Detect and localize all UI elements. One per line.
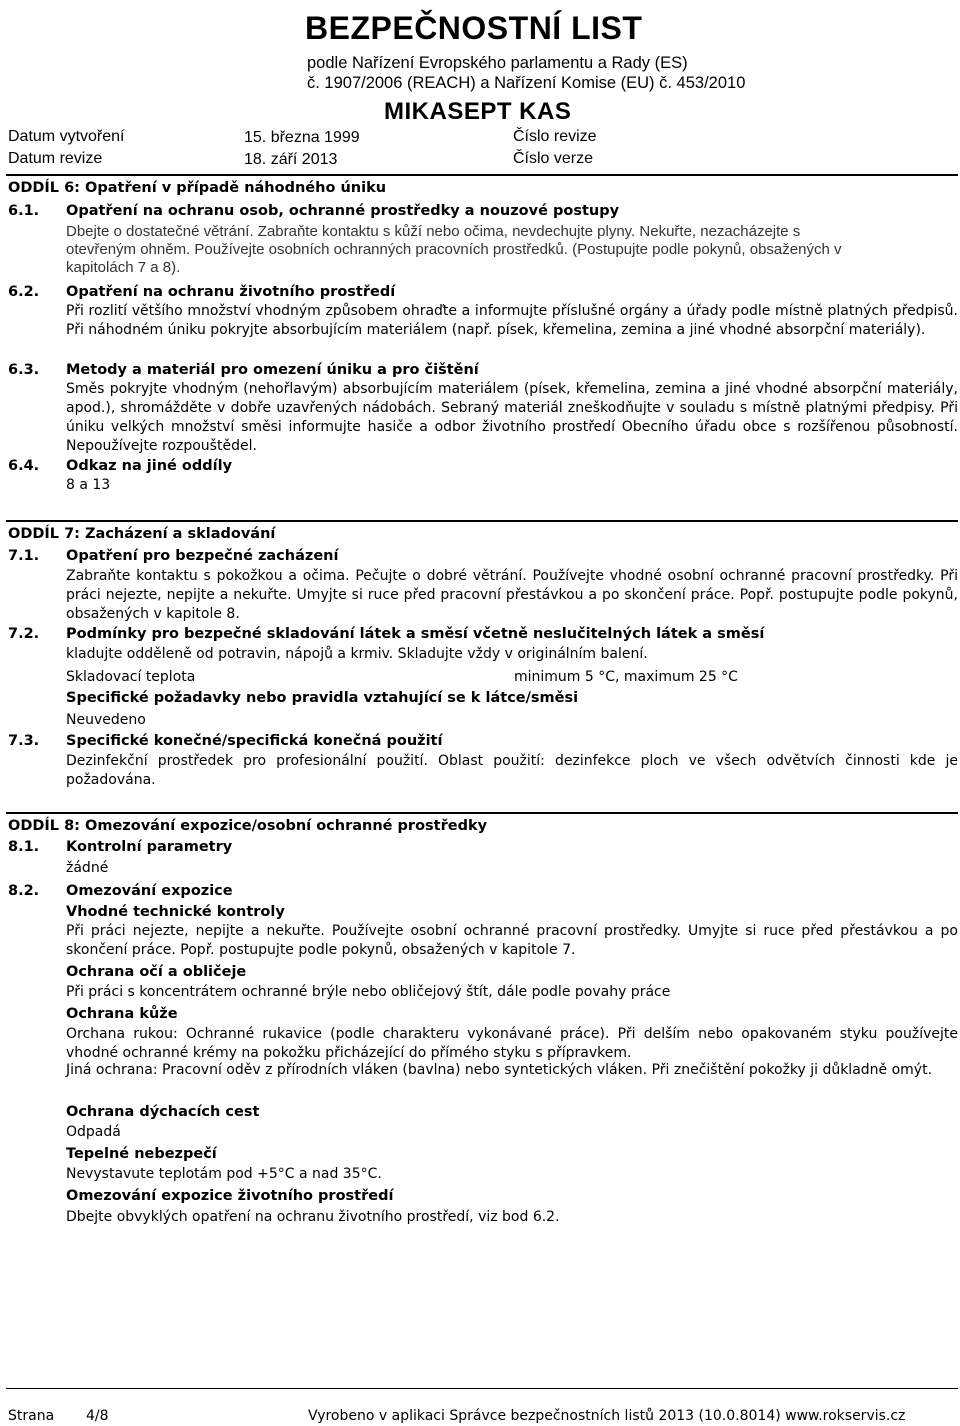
revision-date-label: Datum revize: [8, 150, 103, 167]
subheading: Omezování expozice životního prostředí: [66, 1188, 394, 1204]
regulation-line-1: podle Nařízení Evropského parlamentu a Rady (ES): [307, 54, 688, 72]
footer-rule: [6, 1388, 958, 1389]
version-number-label: Číslo verze: [513, 150, 594, 167]
subsection-number: 8.1.: [8, 839, 40, 855]
paragraph: Dbejte obvyklých opatření na ochranu životního prostředí, viz bod 6.2.: [66, 1209, 560, 1225]
paragraph: Dezinfekční prostředek pro profesionální použití. Oblast použití: dezinfekce ploch ve všech odvětvích činnosti kde je požadována.: [66, 753, 958, 788]
regulation-line-2: č. 1907/2006 (REACH) a Nařízení Komise (EU) č. 453/2010: [307, 74, 746, 92]
subsection-number: 7.1.: [8, 548, 40, 564]
subheading: Ochrana dýchacích cest: [66, 1104, 260, 1120]
subheading: Ochrana kůže: [66, 1006, 178, 1022]
paragraph: Odpadá: [66, 1124, 121, 1140]
subsection-title: Metody a materiál pro omezení úniku a pro čištění: [66, 362, 479, 378]
section-6-title: ODDÍL 6: Opatření v případě náhodného úniku: [8, 180, 387, 196]
subsection-title: Omezování expozice: [66, 883, 233, 899]
subsection-title: Opatření pro bezpečné zacházení: [66, 548, 339, 564]
section-8-title: ODDÍL 8: Omezování expozice/osobní ochranné prostředky: [8, 818, 488, 834]
producer-note: Vyrobeno v aplikaci Správce bezpečnostních listů 2013 (10.0.8014) www.rokservis.cz: [308, 1408, 906, 1424]
created-label: Datum vytvoření: [8, 128, 125, 145]
paragraph: Zabraňte kontaktu s pokožkou a očima. Pečujte o dobré větrání. Používejte vhodné osobní ochranné pracovní prostředky. Při práci nejezte, nepijte a nekuřte. Umyjte si ruce před pracovní přestávkou a po skončení práce. Popř. postupujte podle pokynů, obsažených v kapitole 8.: [66, 568, 958, 622]
paragraph: Při práci nejezte, nepijte a nekuřte. Používejte osobní ochranné pracovní prostředky. Umyjte si ruce před přestávkou a po skončení práce. Popř. postupujte podle pokynů, obsažených v kapitole 7.: [66, 923, 958, 958]
paragraph: 8 a 13: [66, 477, 111, 493]
paragraph: Při práci s koncentrátem ochranné brýle nebo obličejový štít, dále podle povahy práce: [66, 984, 671, 1000]
paragraph: kladujte odděleně od potravin, nápojů a krmiv. Skladujte vždy v originálním balení.: [66, 646, 648, 662]
paragraph: Jiná ochrana: Pracovní oděv z přírodních vláken (bavlna) nebo syntetických vláken. Při znečištění pokožky ji důkladně omýt.: [66, 1062, 933, 1078]
paragraph-line: Dbejte o dostatečné větrání. Zabraňte kontaktu s kůží nebo očima, nevdechujte plyny. Nekuřte, nezacházejte s: [66, 223, 801, 240]
storage-temperature-label: Skladovací teplota: [66, 669, 196, 685]
revision-number-label: Číslo revize: [513, 128, 597, 145]
subheading: Tepelné nebezpečí: [66, 1146, 217, 1162]
subheading: Vhodné technické kontroly: [66, 904, 285, 920]
page-number: 4/8: [86, 1408, 109, 1424]
paragraph: Směs pokryjte vhodným (nehořlavým) absorbujícím materiálem (písek, křemelina, zemina a jiné vhodné absorpční materiály, apod.), shromážděte v dobře uzavřených nádobách. Sebraný materiál zneškodňujte v souladu s místně platnými předpisy. Při úniku velkých množství směsi informujte hasiče a odbor životního prostředí Obecního úřadu obce s rozšířenou působností. Nepoužívejte rozpouštědel.: [66, 381, 958, 454]
subsection-title: Podmínky pro bezpečné skladování látek a směsí včetně neslučitelných látek a směsí: [66, 626, 765, 642]
revision-date-value: 18. září 2013: [244, 151, 338, 168]
subsection-number: 7.3.: [8, 733, 40, 749]
page-label: Strana: [8, 1408, 55, 1424]
subsection-number: 7.2.: [8, 626, 40, 642]
created-value: 15. března 1999: [244, 129, 360, 146]
paragraph: Nevystavute teplotám pod +5°C a nad 35°C.: [66, 1166, 382, 1182]
paragraph-line: kapitolách 7 a 8).: [66, 259, 181, 276]
subsection-number: 8.2.: [8, 883, 40, 899]
subsection-title: Opatření na ochranu osob, ochranné prostředky a nouzové postupy: [66, 203, 620, 219]
subheading: Ochrana očí a obličeje: [66, 964, 247, 980]
subsection-number: 6.2.: [8, 284, 40, 300]
paragraph-line: otevřeným ohněm. Používejte osobních ochranných pracovních prostředků. (Postupujte podle pokynů, obsažených v: [66, 241, 842, 258]
paragraph: Neuvedeno: [66, 712, 146, 728]
subsection-number: 6.1.: [8, 203, 40, 219]
paragraph: Orchana rukou: Ochranné rukavice (podle charakteru vykonávané práce). Při delším nebo opakovaném styku používejte vhodné ochranné krémy na pokožku přicházející do přímého styku s přípravkem.: [66, 1026, 958, 1061]
subsection-title: Opatření na ochranu životního prostředí: [66, 284, 396, 300]
subsection-title: Odkaz na jiné oddíly: [66, 458, 233, 474]
paragraph: Při rozlití většího množství vhodným způsobem ohraďte a informujte příslušné orgány a úřady podle místně platných předpisů. Při náhodném úniku pokryjte absorbujícím materiálem (např. písek, křemelina, zemina a jiné vhodné absorpční materiály).: [66, 303, 958, 338]
subheading: Specifické požadavky nebo pravidla vztahující se k látce/směsi: [66, 690, 579, 706]
storage-temperature-value: minimum 5 °C, maximum 25 °C: [514, 669, 738, 685]
section-rule: [6, 812, 958, 814]
subsection-number: 6.3.: [8, 362, 40, 378]
product-name: MIKASEPT KAS: [384, 98, 572, 125]
paragraph: žádné: [66, 860, 109, 876]
section-rule: [6, 174, 958, 176]
section-7-title: ODDÍL 7: Zacházení a skladování: [8, 526, 276, 542]
section-rule: [6, 520, 958, 522]
document-title: BEZPEČNOSTNÍ LIST: [305, 10, 643, 46]
subsection-number: 6.4.: [8, 458, 40, 474]
subsection-title: Kontrolní parametry: [66, 839, 233, 855]
subsection-title: Specifické konečné/specifická konečná použití: [66, 733, 443, 749]
